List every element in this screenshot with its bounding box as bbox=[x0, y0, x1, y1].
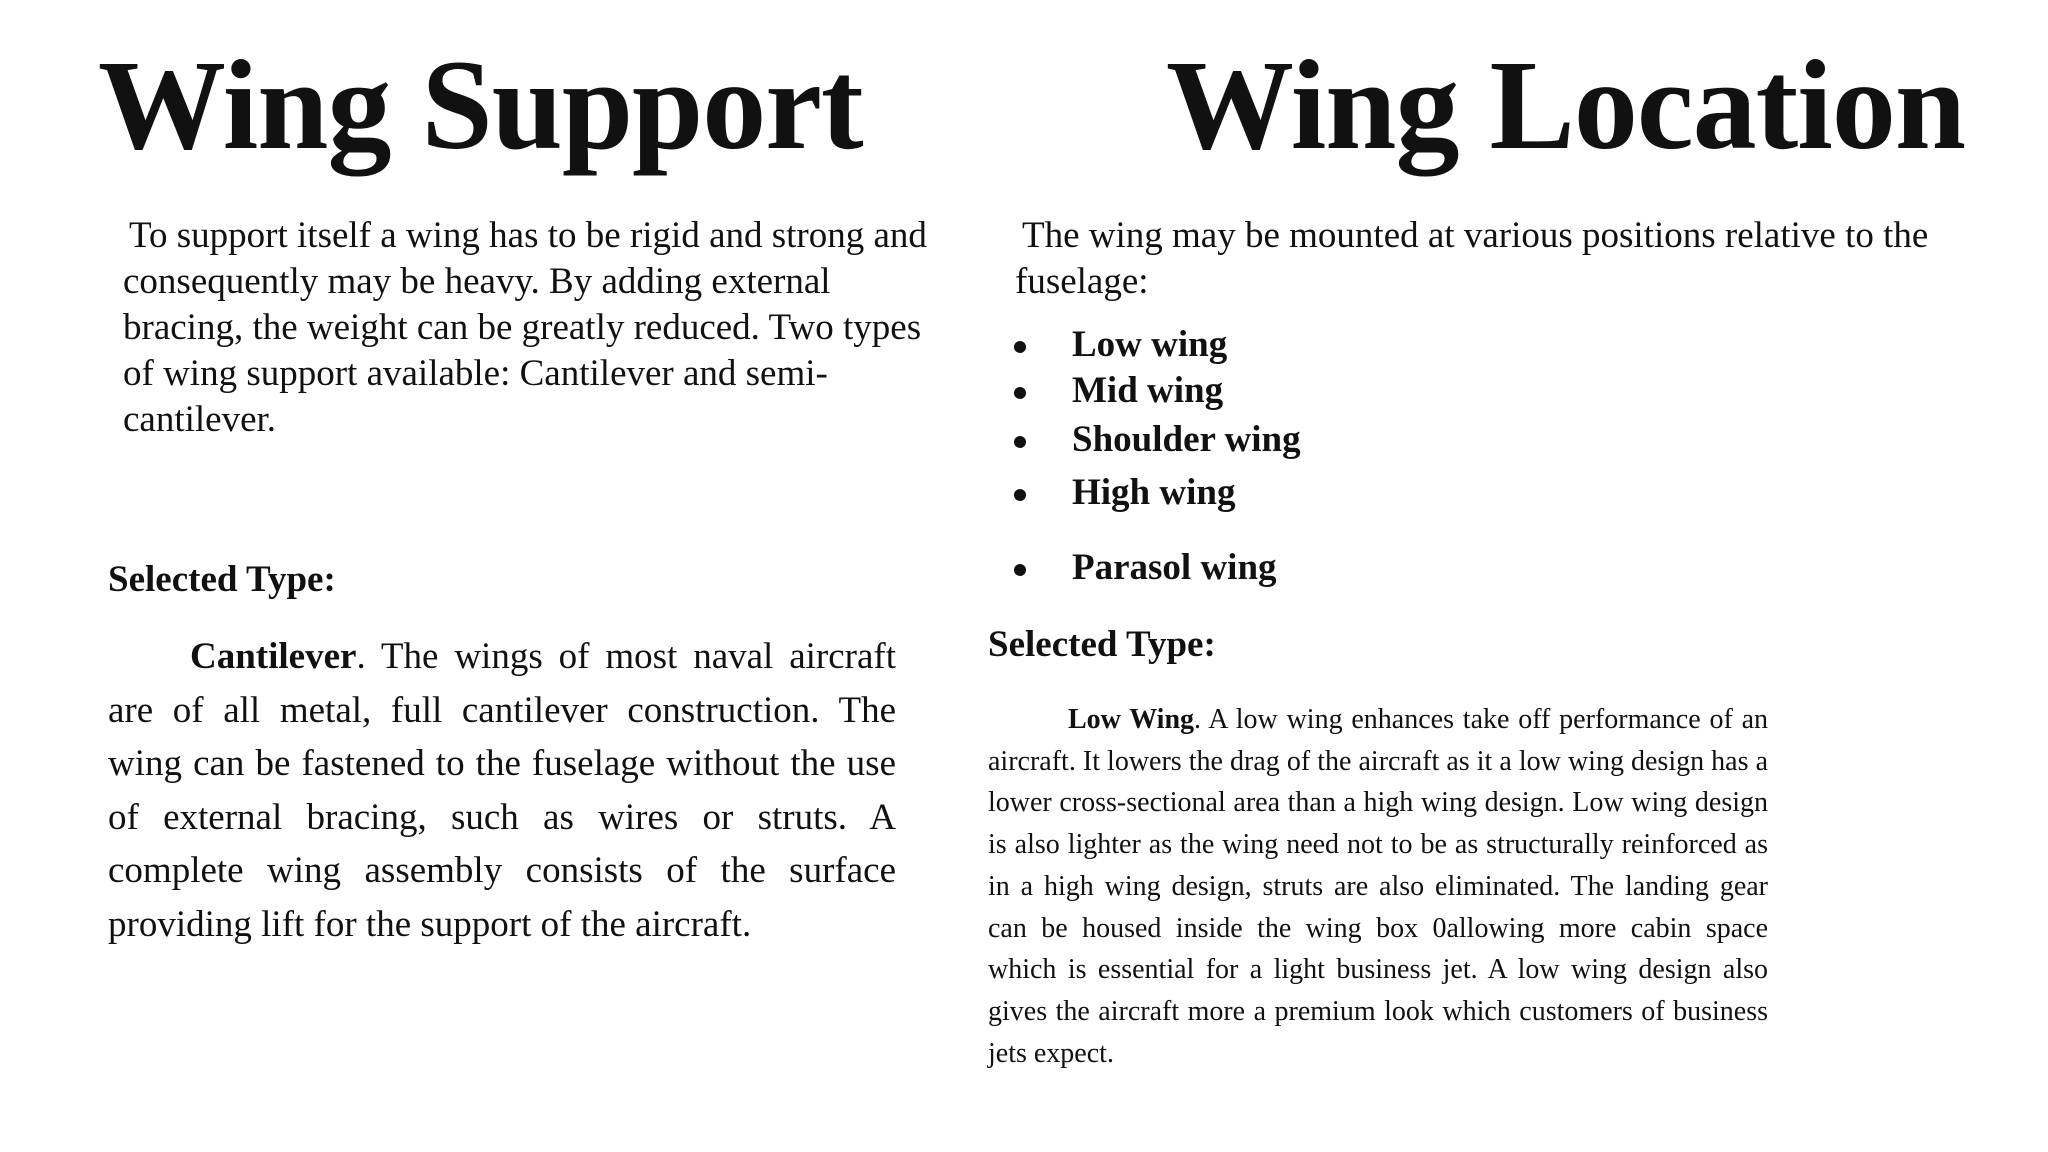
wing-support-selected-text: . The wings of most naval aircraft are of all metal, full cantilever construction. The wing can be fastened to the fuselage without the use of external bracing, such as wires or struts. A complete wing assembly consists of the surface providing lift for the support of the aircraft. bbox=[108, 636, 896, 945]
wing-support-selected-name: Cantilever bbox=[190, 636, 357, 677]
wing-location-selected-name: Low Wing bbox=[1068, 704, 1195, 735]
wing-location-selected-description bbox=[988, 699, 1768, 1074]
wing-location-intro: The wing may be mounted at various positions relative to the fuselage: bbox=[1015, 215, 1929, 302]
wing-support-title: Wing Support bbox=[98, 34, 863, 176]
wing-support-selected-heading: Selected Type: bbox=[108, 559, 336, 600]
list-item-label: Shoulder wing bbox=[1072, 419, 1301, 460]
list-item-label: Parasol wing bbox=[1072, 547, 1277, 588]
wing-location-title: Wing Location bbox=[1166, 34, 1965, 176]
wing-location-selected-text: . A low wing enhances take off performance of an aircraft. It lowers the drag of the aircraft as it a low wing design has a lower cross-sectional area than a high wing design. Low wing design is also lighter as the wing need not to be as structurally reinforced as in a high wing design, struts are also eliminated. The landing gear can be housed inside the wing box 0allowing more cabin space which is essential for a light business jet. A low wing design also gives the aircraft more a premium look which customers of business jets expect. bbox=[988, 704, 1768, 1069]
bullet-icon bbox=[1014, 341, 1026, 353]
list-item-label: High wing bbox=[1072, 472, 1236, 513]
list-item-label: Mid wing bbox=[1072, 370, 1224, 411]
bullet-icon bbox=[1014, 564, 1026, 576]
bullet-icon bbox=[1014, 387, 1026, 399]
bullet-icon bbox=[1014, 489, 1026, 501]
wing-support-selected-description bbox=[108, 630, 896, 951]
bullet-icon bbox=[1014, 436, 1026, 448]
list-item-label: Low wing bbox=[1072, 324, 1228, 365]
wing-location-selected-heading: Selected Type: bbox=[988, 624, 1216, 665]
wing-support-intro: To support itself a wing has to be rigid and strong and consequently may be heavy. By adding external bracing, the weight can be greatly reduced. Two types of wing support available: Cantilever and semi-cantilever. bbox=[123, 215, 927, 440]
